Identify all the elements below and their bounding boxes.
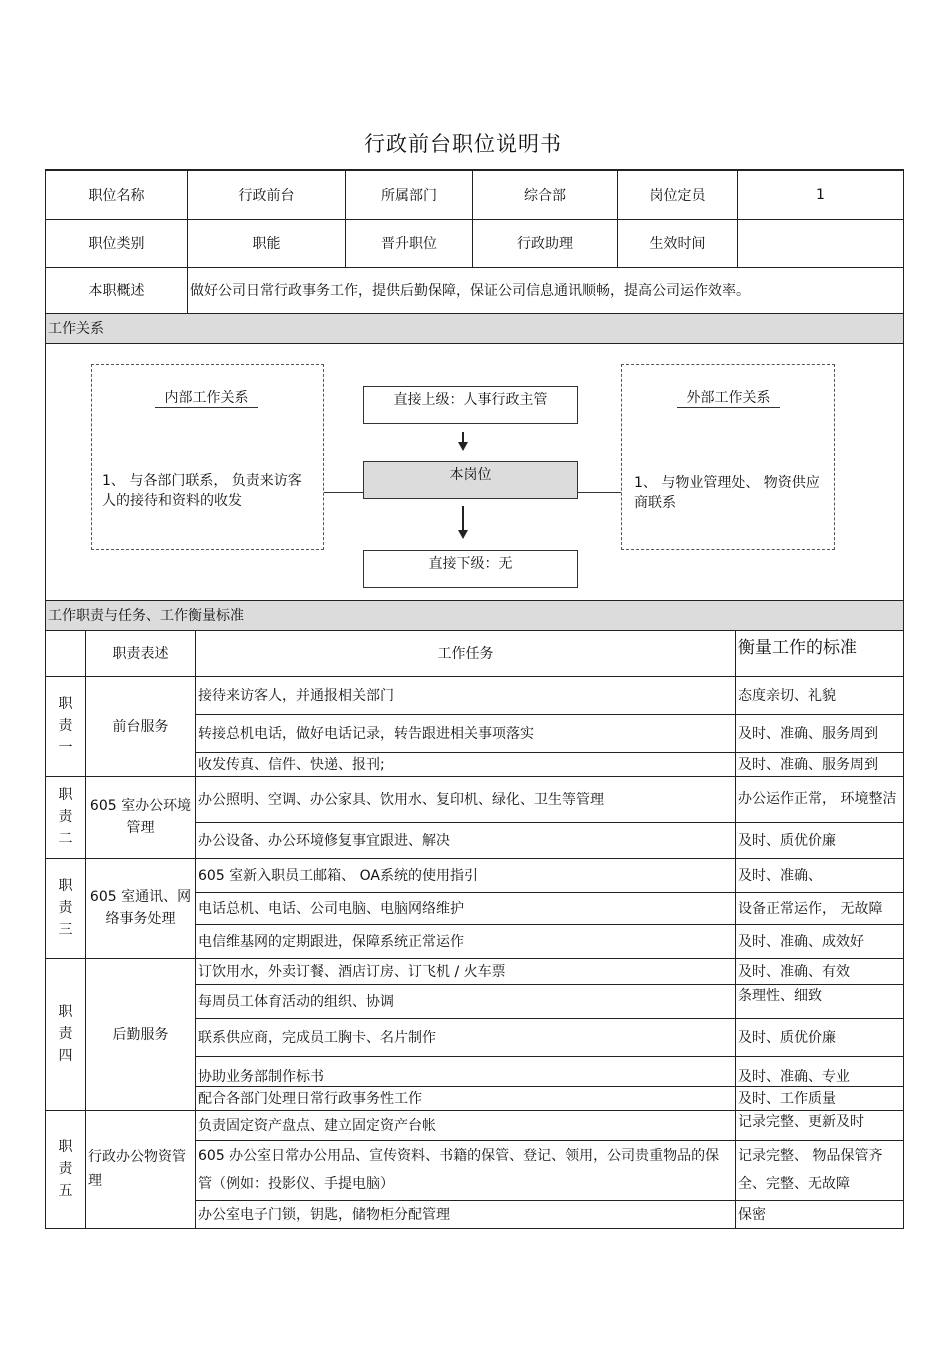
standard-cell: 记录完整、更新及时 — [736, 1110, 904, 1140]
standard-cell: 保密 — [736, 1200, 904, 1228]
duty-id: 职 责 一 — [46, 676, 86, 776]
task-cell: 配合各部门处理日常行政事务性工作 — [196, 1086, 736, 1110]
duty-desc: 行政办公物资管理 — [86, 1110, 196, 1228]
standard-cell: 及时、准确、 — [736, 858, 904, 892]
standard-cell: 及时、准确、成效好 — [736, 924, 904, 958]
standard-cell: 办公运作正常， 环境整洁 — [736, 776, 904, 822]
task-cell: 协助业务部制作标书 — [196, 1056, 736, 1086]
standard-cell: 及时、质优价廉 — [736, 1018, 904, 1056]
section-duties: 工作职责与任务、工作衡量标准 — [46, 600, 904, 630]
external-relations-title: 外部工作关系 — [677, 387, 780, 408]
arrow-down-1 — [462, 432, 464, 442]
duty-desc: 前台服务 — [86, 676, 196, 776]
task-cell: 接待来访客人，并通报相关部门 — [196, 676, 736, 714]
task-cell: 电信维基网的定期跟进，保障系统正常运作 — [196, 924, 736, 958]
task-cell: 每周员工体育活动的组织、协调 — [196, 984, 736, 1018]
column-header-task: 工作任务 — [196, 630, 736, 676]
column-header-desc: 职责表述 — [86, 630, 196, 676]
duty-id: 职 责 二 — [46, 776, 86, 858]
external-relations-text: 1、 与物业管理处、 物资供应商联系 — [634, 474, 820, 511]
value-position-name: 行政前台 — [188, 170, 346, 219]
subordinate-box: 直接下级：无 — [363, 550, 578, 588]
duties-table — [45, 630, 904, 1229]
task-cell: 电话总机、电话、公司电脑、电脑网络维护 — [196, 892, 736, 924]
relations-diagram — [46, 344, 903, 600]
section-work-relations: 工作关系 — [46, 313, 904, 343]
label-position-name: 职位名称 — [46, 170, 188, 219]
self-position-box: 本岗位 — [363, 461, 578, 499]
value-headcount: 1 — [738, 170, 904, 219]
superior-box: 直接上级：人事行政主管 — [363, 386, 578, 424]
label-department: 所属部门 — [346, 170, 473, 219]
job-description-form — [45, 169, 903, 1229]
task-cell: 605 室新入职员工邮箱、 OA系统的使用指引 — [196, 858, 736, 892]
connector-left — [324, 492, 363, 493]
duty-id: 职 责 三 — [46, 858, 86, 958]
label-effective-date: 生效时间 — [618, 219, 738, 267]
task-cell: 605 办公室日常办公用品、宣传资料、书籍的保管、登记、领用，公司贵重物品的保管（例如：投影仪、手提电脑） — [196, 1140, 736, 1200]
page-title: 行政前台职位说明书 — [364, 132, 562, 156]
duty-desc: 后勤服务 — [86, 958, 196, 1110]
task-cell: 办公设备、办公环境修复事宜跟进、解决 — [196, 822, 736, 858]
connector-right — [578, 492, 621, 493]
standard-cell: 及时、质优价廉 — [736, 822, 904, 858]
duty-desc: 605 室办公环境管理 — [86, 776, 196, 858]
task-cell: 负责固定资产盘点、建立固定资产台帐 — [196, 1110, 736, 1140]
internal-relations-text: 1、 与各部门联系， 负责来访客人的接待和资料的收发 — [102, 472, 302, 509]
standard-cell: 条理性、细致 — [736, 984, 904, 1018]
task-cell: 办公室电子门锁，钥匙，储物柜分配管理 — [196, 1200, 736, 1228]
standard-cell: 记录完整、 物品保管齐全、完整、无故障 — [736, 1140, 904, 1200]
arrow-down-icon — [458, 530, 468, 539]
task-cell: 订饮用水，外卖订餐、酒店订房、订飞机 / 火车票 — [196, 958, 736, 984]
standard-cell: 及时、准确、专业 — [736, 1056, 904, 1086]
standard-cell: 及时、准确、服务周到 — [736, 714, 904, 752]
standard-cell: 设备正常运作， 无故障 — [736, 892, 904, 924]
basic-info-table — [45, 169, 904, 631]
label-summary: 本职概述 — [46, 267, 188, 313]
arrow-down-icon — [458, 442, 468, 451]
label-promotion: 晋升职位 — [346, 219, 473, 267]
task-cell: 联系供应商，完成员工胸卡、名片制作 — [196, 1018, 736, 1056]
arrow-down-2 — [462, 506, 464, 530]
column-header-standard: 衡量工作的标准 — [736, 630, 904, 676]
task-cell: 收发传真、信件、快递、报刊; — [196, 752, 736, 776]
value-summary: 做好公司日常行政事务工作，提供后勤保障，保证公司信息通讯顺畅，提高公司运作效率。 — [188, 267, 904, 313]
standard-cell: 及时、准确、有效 — [736, 958, 904, 984]
duty-id: 职 责 五 — [46, 1110, 86, 1228]
task-cell: 办公照明、空调、办公家具、饮用水、复印机、绿化、卫生等管理 — [196, 776, 736, 822]
duty-id: 职 责 四 — [46, 958, 86, 1110]
standard-cell: 及时、准确、服务周到 — [736, 752, 904, 776]
standard-cell: 态度亲切、礼貌 — [736, 676, 904, 714]
label-headcount: 岗位定员 — [618, 170, 738, 219]
duty-desc: 605 室通讯、网络事务处理 — [86, 858, 196, 958]
value-position-category: 职能 — [188, 219, 346, 267]
value-department: 综合部 — [473, 170, 618, 219]
internal-relations-box — [91, 364, 324, 550]
label-position-category: 职位类别 — [46, 219, 188, 267]
standard-cell: 及时、工作质量 — [736, 1086, 904, 1110]
task-cell: 转接总机电话，做好电话记录，转告跟进相关事项落实 — [196, 714, 736, 752]
duty-id-header — [46, 630, 86, 676]
external-relations-box — [621, 364, 835, 550]
value-promotion: 行政助理 — [473, 219, 618, 267]
internal-relations-title: 内部工作关系 — [155, 387, 258, 408]
value-effective-date — [738, 219, 904, 267]
